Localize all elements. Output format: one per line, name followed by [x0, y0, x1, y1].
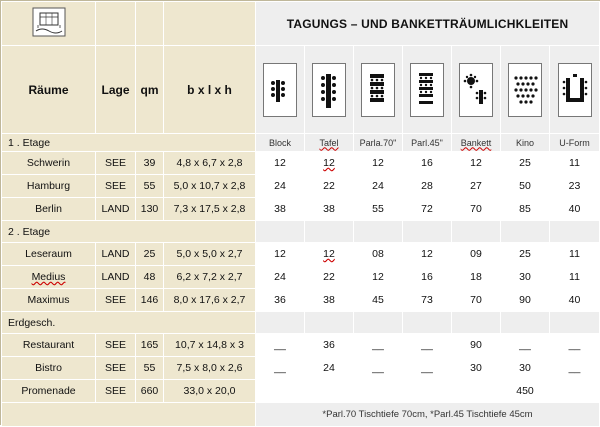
empty-cell	[550, 312, 600, 334]
header-sqm: qm	[136, 46, 164, 134]
capacity-value: __	[501, 334, 550, 357]
room-name: Restaurant	[2, 334, 96, 357]
capacity-value: 12	[256, 243, 305, 266]
page-title: TAGUNGS – UND BANKETTRÄUMLICHKLEITEN	[256, 2, 600, 46]
header-dimensions: b x l x h	[164, 46, 256, 134]
layout-label: Block	[256, 134, 305, 152]
room-dimensions: 6,2 x 7,2 x 2,7	[164, 266, 256, 289]
capacity-value: 40	[550, 198, 600, 221]
room-location: SEE	[96, 152, 136, 175]
capacity-value: 23	[550, 175, 600, 198]
section-label: Erdgesch.	[2, 312, 256, 334]
room-location: SEE	[96, 380, 136, 403]
room-sqm: 25	[136, 243, 164, 266]
capacity-value: 16	[403, 266, 452, 289]
capacity-value: 45	[354, 289, 403, 312]
empty-cell	[403, 312, 452, 334]
kino-layout-icon	[508, 63, 542, 117]
room-location: SEE	[96, 357, 136, 380]
capacity-value: 70	[452, 198, 501, 221]
capacity-value: 12	[354, 152, 403, 175]
capacity-value: 09	[452, 243, 501, 266]
room-sqm: 165	[136, 334, 164, 357]
bankett-layout-icon	[459, 63, 493, 117]
layout-label: Parl.45"	[403, 134, 452, 152]
capacity-value: 38	[256, 198, 305, 221]
room-dimensions: 8,0 x 17,6 x 2,7	[164, 289, 256, 312]
room-dimensions: 33,0 x 20,0	[164, 380, 256, 403]
capacity-value: 12	[305, 152, 354, 175]
capacity-value: 38	[305, 289, 354, 312]
table-row	[2, 289, 600, 312]
room-name: Hamburg	[2, 175, 96, 198]
capacity-value: __	[256, 357, 305, 380]
capacity-value: __	[403, 334, 452, 357]
capacity-value: 11	[550, 266, 600, 289]
room-sqm: 55	[136, 175, 164, 198]
room-dimensions: 4,8 x 6,7 x 2,8	[164, 152, 256, 175]
capacity-value	[550, 380, 600, 403]
room-name: Bistro	[2, 357, 96, 380]
room-location: LAND	[96, 243, 136, 266]
empty-cell	[256, 312, 305, 334]
room-sqm: 130	[136, 198, 164, 221]
room-location: SEE	[96, 334, 136, 357]
layout-label: Tafel	[305, 134, 354, 152]
header-rooms: Räume	[2, 46, 96, 134]
capacity-value: 450	[501, 380, 550, 403]
capacity-value: 27	[452, 175, 501, 198]
room-sqm: 146	[136, 289, 164, 312]
section-row	[2, 134, 600, 152]
capacity-value: __	[256, 334, 305, 357]
empty-cell	[305, 312, 354, 334]
capacity-value: 12	[354, 266, 403, 289]
room-name: Berlin	[2, 198, 96, 221]
empty-cell	[2, 403, 256, 427]
room-sqm: 660	[136, 380, 164, 403]
layout-icon-cell	[501, 46, 550, 134]
room-sqm: 55	[136, 357, 164, 380]
table-row	[2, 334, 600, 357]
capacity-value: 90	[501, 289, 550, 312]
room-name: Leseraum	[2, 243, 96, 266]
capacity-value: __	[354, 357, 403, 380]
capacity-value: 36	[305, 334, 354, 357]
capacity-value: 36	[256, 289, 305, 312]
layout-icon-cell	[403, 46, 452, 134]
room-sqm: 39	[136, 152, 164, 175]
capacity-value: 72	[403, 198, 452, 221]
capacity-value: 70	[452, 289, 501, 312]
room-name: Medius	[2, 266, 96, 289]
capacity-value: 22	[305, 175, 354, 198]
capacity-value: 73	[403, 289, 452, 312]
layout-icon-cell	[452, 46, 501, 134]
room-dimensions: 5,0 x 5,0 x 2,7	[164, 243, 256, 266]
empty-cell	[501, 221, 550, 243]
room-dimensions: 7,5 x 8,0 x 2,6	[164, 357, 256, 380]
room-location: LAND	[96, 266, 136, 289]
table-row	[2, 152, 600, 175]
capacity-value: 85	[501, 198, 550, 221]
layout-label: U-Form	[550, 134, 600, 152]
capacity-value: 30	[501, 357, 550, 380]
u-form-layout-icon	[558, 63, 592, 117]
capacity-value: 30	[501, 266, 550, 289]
table-row	[2, 198, 600, 221]
capacity-value	[305, 380, 354, 403]
capacity-value: 12	[452, 152, 501, 175]
capacity-value: 24	[354, 175, 403, 198]
capacity-value	[452, 380, 501, 403]
section-label: 2 . Etage	[2, 221, 256, 243]
room-name: Maximus	[2, 289, 96, 312]
capacity-value: 12	[305, 243, 354, 266]
capacity-value: 12	[256, 152, 305, 175]
block-layout-icon	[263, 63, 297, 117]
room-dimensions: 5,0 x 10,7 x 2,8	[164, 175, 256, 198]
empty-cell	[354, 312, 403, 334]
footnote-row	[2, 403, 600, 427]
empty-cell	[550, 221, 600, 243]
tafel-layout-icon	[312, 63, 346, 117]
section-row	[2, 312, 600, 334]
room-sqm: 48	[136, 266, 164, 289]
table-row	[2, 380, 600, 403]
layout-icon-cell	[256, 46, 305, 134]
empty-cell	[403, 221, 452, 243]
room-dimensions: 10,7 x 14,8 x 3	[164, 334, 256, 357]
capacity-value: __	[550, 357, 600, 380]
footnote: *Parl.70 Tischtiefe 70cm, *Parl.45 Tischtiefe 45cm	[256, 403, 600, 427]
table-row	[2, 175, 600, 198]
room-location: LAND	[96, 198, 136, 221]
empty-cell	[452, 312, 501, 334]
capacity-value: 08	[354, 243, 403, 266]
room-capacity-table	[1, 1, 600, 427]
capacity-value: 38	[305, 198, 354, 221]
layout-icon-cell	[305, 46, 354, 134]
capacity-value: 24	[256, 175, 305, 198]
capacity-value: 18	[452, 266, 501, 289]
empty-cell	[452, 221, 501, 243]
capacity-value: 50	[501, 175, 550, 198]
layout-label: Parla.70"	[354, 134, 403, 152]
capacity-value: __	[403, 357, 452, 380]
room-name: Promenade	[2, 380, 96, 403]
capacity-value: __	[354, 334, 403, 357]
layout-label: Kino	[501, 134, 550, 152]
parl45-layout-icon	[410, 63, 444, 117]
layout-icon-cell	[354, 46, 403, 134]
room-name: Schwerin	[2, 152, 96, 175]
capacity-value: 22	[305, 266, 354, 289]
capacity-value: 11	[550, 152, 600, 175]
capacity-value: 40	[550, 289, 600, 312]
capacity-value: 25	[501, 243, 550, 266]
capacity-value: __	[550, 334, 600, 357]
table-row	[2, 243, 600, 266]
parl70-layout-icon	[361, 63, 395, 117]
table-row	[2, 357, 600, 380]
capacity-value: 30	[452, 357, 501, 380]
section-label: 1 . Etage	[2, 134, 256, 152]
empty-cell	[354, 221, 403, 243]
capacity-value: 24	[256, 266, 305, 289]
logo-cell	[2, 2, 96, 46]
empty-cell	[256, 221, 305, 243]
capacity-value: 16	[403, 152, 452, 175]
layout-icon-cell	[550, 46, 600, 134]
empty-cell	[305, 221, 354, 243]
section-row	[2, 221, 600, 243]
empty-cell	[501, 312, 550, 334]
room-dimensions: 7,3 x 17,5 x 2,8	[164, 198, 256, 221]
room-location: SEE	[96, 289, 136, 312]
capacity-value: 25	[501, 152, 550, 175]
capacity-value	[403, 380, 452, 403]
capacity-value: 28	[403, 175, 452, 198]
capacity-value: 11	[550, 243, 600, 266]
capacity-value	[354, 380, 403, 403]
layout-label: Bankett	[452, 134, 501, 152]
capacity-value: 90	[452, 334, 501, 357]
room-location: SEE	[96, 175, 136, 198]
capacity-value: 55	[354, 198, 403, 221]
capacity-value	[256, 380, 305, 403]
header-location: Lage	[96, 46, 136, 134]
hotel-building-logo	[32, 7, 66, 37]
table-row	[2, 266, 600, 289]
capacity-value: 12	[403, 243, 452, 266]
capacity-value: 24	[305, 357, 354, 380]
